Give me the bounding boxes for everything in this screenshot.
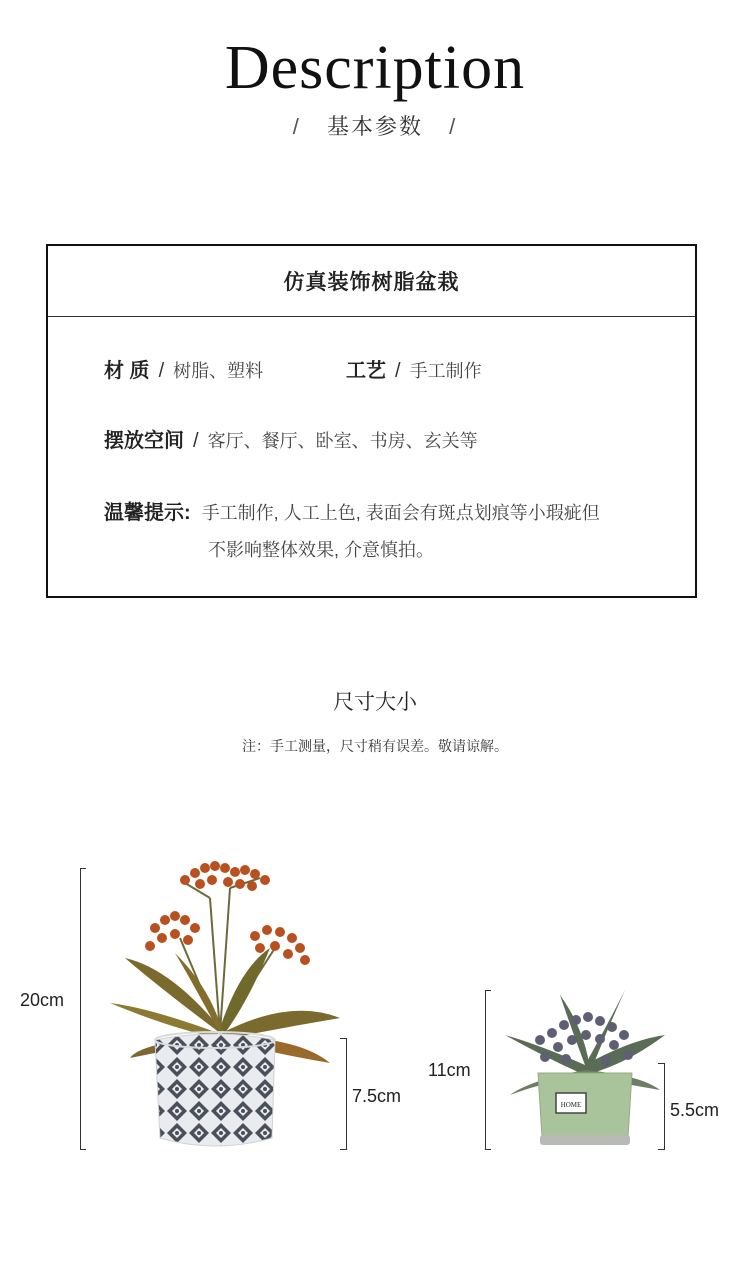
subtitle-slash-right: / xyxy=(449,114,458,139)
tip-row xyxy=(104,496,600,525)
plant2-pot-label: 5.5cm xyxy=(670,1100,720,1120)
craft-key: 工艺 xyxy=(346,360,386,382)
plant1-height-tick-top xyxy=(80,868,86,869)
space-key: 摆放空间 xyxy=(104,430,184,452)
tip-line-1: 手工制作, 人工上色, 表面会有斑点划痕等小瑕疵但 xyxy=(201,503,600,523)
spec-heading: 仿真装饰树脂盆栽 xyxy=(48,246,695,317)
plant1-height-label: 20cm xyxy=(20,990,65,1010)
craft-row xyxy=(346,354,482,383)
space-value: 客厅、餐厅、卧室、书房、玄关等 xyxy=(207,431,478,451)
plant1-height-tick-bottom xyxy=(80,1149,86,1150)
material-value: 树脂、塑料 xyxy=(173,361,264,381)
page-subtitle xyxy=(0,110,750,141)
size-note: 注：手工测量，尺寸稍有误差。敬请谅解。 xyxy=(242,738,508,754)
material-row xyxy=(104,354,263,383)
plant2-height-label: 11cm xyxy=(428,1060,471,1080)
material-sep: / xyxy=(158,360,165,382)
tip-row-2 xyxy=(208,536,434,562)
lavender-plant-image xyxy=(500,985,670,1155)
page-title: Description xyxy=(224,34,526,102)
plant2-height-line xyxy=(485,990,486,1150)
spec-box xyxy=(46,244,697,598)
material-key: 材 质 xyxy=(104,360,150,382)
plant2-height-tick-top xyxy=(485,990,491,991)
space-row xyxy=(104,424,478,453)
plant2-height-tick-bottom xyxy=(485,1149,491,1150)
space-sep: / xyxy=(193,430,199,452)
plant1-height-line xyxy=(80,868,81,1150)
craft-sep: / xyxy=(395,360,401,382)
plant1-pot-label: 7.5cm xyxy=(352,1086,402,1106)
tip-line-2: 不影响整体效果, 介意慎拍。 xyxy=(208,540,435,560)
subtitle-slash-left: / xyxy=(292,114,301,139)
berry-plant-image xyxy=(100,858,350,1158)
subtitle-text: 基本参数 xyxy=(326,114,423,139)
pot-label-text: HOME xyxy=(560,1101,582,1109)
size-title: 尺寸大小 xyxy=(333,691,417,714)
craft-value: 手工制作 xyxy=(409,361,482,381)
tip-key: 温馨提示: xyxy=(104,502,191,524)
